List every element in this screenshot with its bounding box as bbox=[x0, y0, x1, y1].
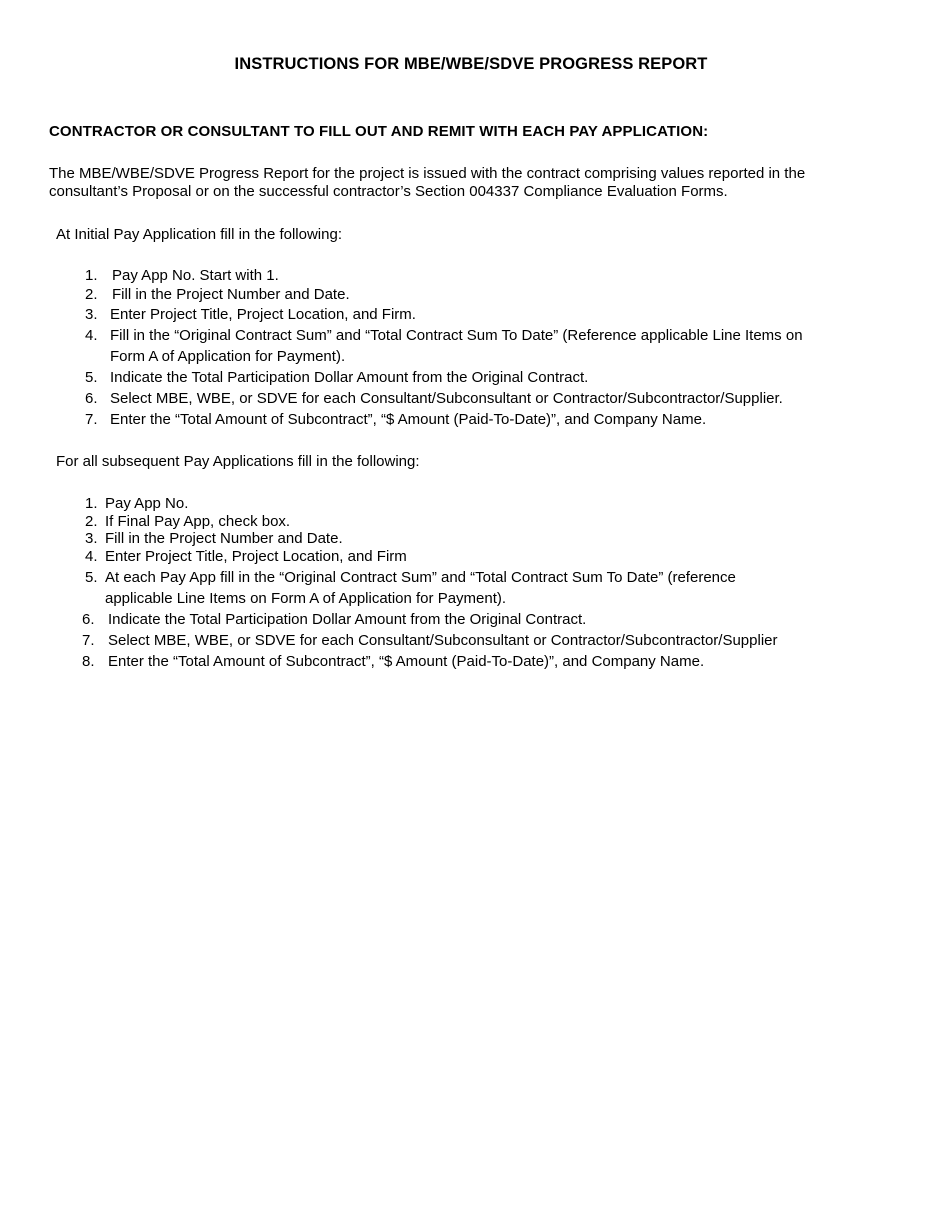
list-text: Fill in the Project Number and Date. bbox=[105, 530, 343, 547]
list-text: Enter Project Title, Project Location, and Firm. bbox=[110, 306, 416, 323]
subsequent-list-item bbox=[85, 568, 865, 610]
list-number: 3. bbox=[85, 530, 98, 547]
list-text: Select MBE, WBE, or SDVE for each Consultant/Subconsultant or Contractor/Subcontractor/Supplier bbox=[108, 632, 778, 649]
list-number: 1. bbox=[85, 267, 98, 284]
list-number: 5. bbox=[85, 569, 98, 586]
list-number: 2. bbox=[85, 513, 98, 530]
list-number: 3. bbox=[85, 306, 98, 323]
list-number: 5. bbox=[85, 369, 98, 386]
intro-paragraph bbox=[49, 165, 849, 201]
list-text: Enter the “Total Amount of Subcontract”, “$ Amount (Paid-To-Date)”, and Company Name. bbox=[108, 653, 705, 670]
section-heading: CONTRACTOR OR CONSULTANT TO FILL OUT AND REMIT WITH EACH PAY APPLICATION: bbox=[49, 123, 709, 140]
list-number: 2. bbox=[85, 286, 98, 303]
list-number: 7. bbox=[85, 411, 98, 428]
list-text: Pay App No. bbox=[105, 495, 189, 512]
list-number: 4. bbox=[85, 548, 98, 565]
list-text: Enter Project Title, Project Location, and Firm bbox=[105, 548, 407, 565]
list-number: 1. bbox=[85, 495, 98, 512]
list-text-continued: applicable Line Items on Form A of Application for Payment). bbox=[105, 590, 507, 607]
intro-line: consultant’s Proposal or on the successful contractor’s Section 004337 Compliance Evaluation Forms. bbox=[49, 183, 728, 200]
list-number: 7. bbox=[82, 632, 95, 649]
intro-line: The MBE/WBE/SDVE Progress Report for the project is issued with the contract comprising values reported in the bbox=[49, 165, 806, 182]
list-number: 4. bbox=[85, 327, 98, 344]
list-text: Fill in the Project Number and Date. bbox=[112, 286, 350, 303]
list-text: At each Pay App fill in the “Original Contract Sum” and “Total Contract Sum To Date” (reference bbox=[105, 569, 736, 586]
list-number: 6. bbox=[85, 390, 98, 407]
list-text: Indicate the Total Participation Dollar Amount from the Original Contract. bbox=[108, 611, 587, 628]
list-text: Enter the “Total Amount of Subcontract”, “$ Amount (Paid-To-Date)”, and Company Name. bbox=[110, 411, 707, 428]
list-number: 6. bbox=[82, 611, 95, 628]
subsequent-lead-text: For all subsequent Pay Applications fill in the following: bbox=[56, 453, 420, 470]
document-title: INSTRUCTIONS FOR MBE/WBE/SDVE PROGRESS REPORT bbox=[234, 55, 708, 73]
list-text: Fill in the “Original Contract Sum” and “Total Contract Sum To Date” (Reference applicable Line Items on bbox=[110, 327, 803, 344]
list-text: Indicate the Total Participation Dollar Amount from the Original Contract. bbox=[110, 369, 589, 386]
initial-list-item bbox=[85, 326, 865, 368]
list-text-continued: Form A of Application for Payment). bbox=[110, 348, 346, 365]
initial-lead-text: At Initial Pay Application fill in the following: bbox=[56, 226, 342, 243]
list-text: If Final Pay App, check box. bbox=[105, 513, 291, 530]
list-number: 8. bbox=[82, 653, 95, 670]
list-text: Select MBE, WBE, or SDVE for each Consultant/Subconsultant or Contractor/Subcontractor/Supplier. bbox=[110, 390, 783, 407]
list-text: Pay App No. Start with 1. bbox=[112, 267, 279, 284]
